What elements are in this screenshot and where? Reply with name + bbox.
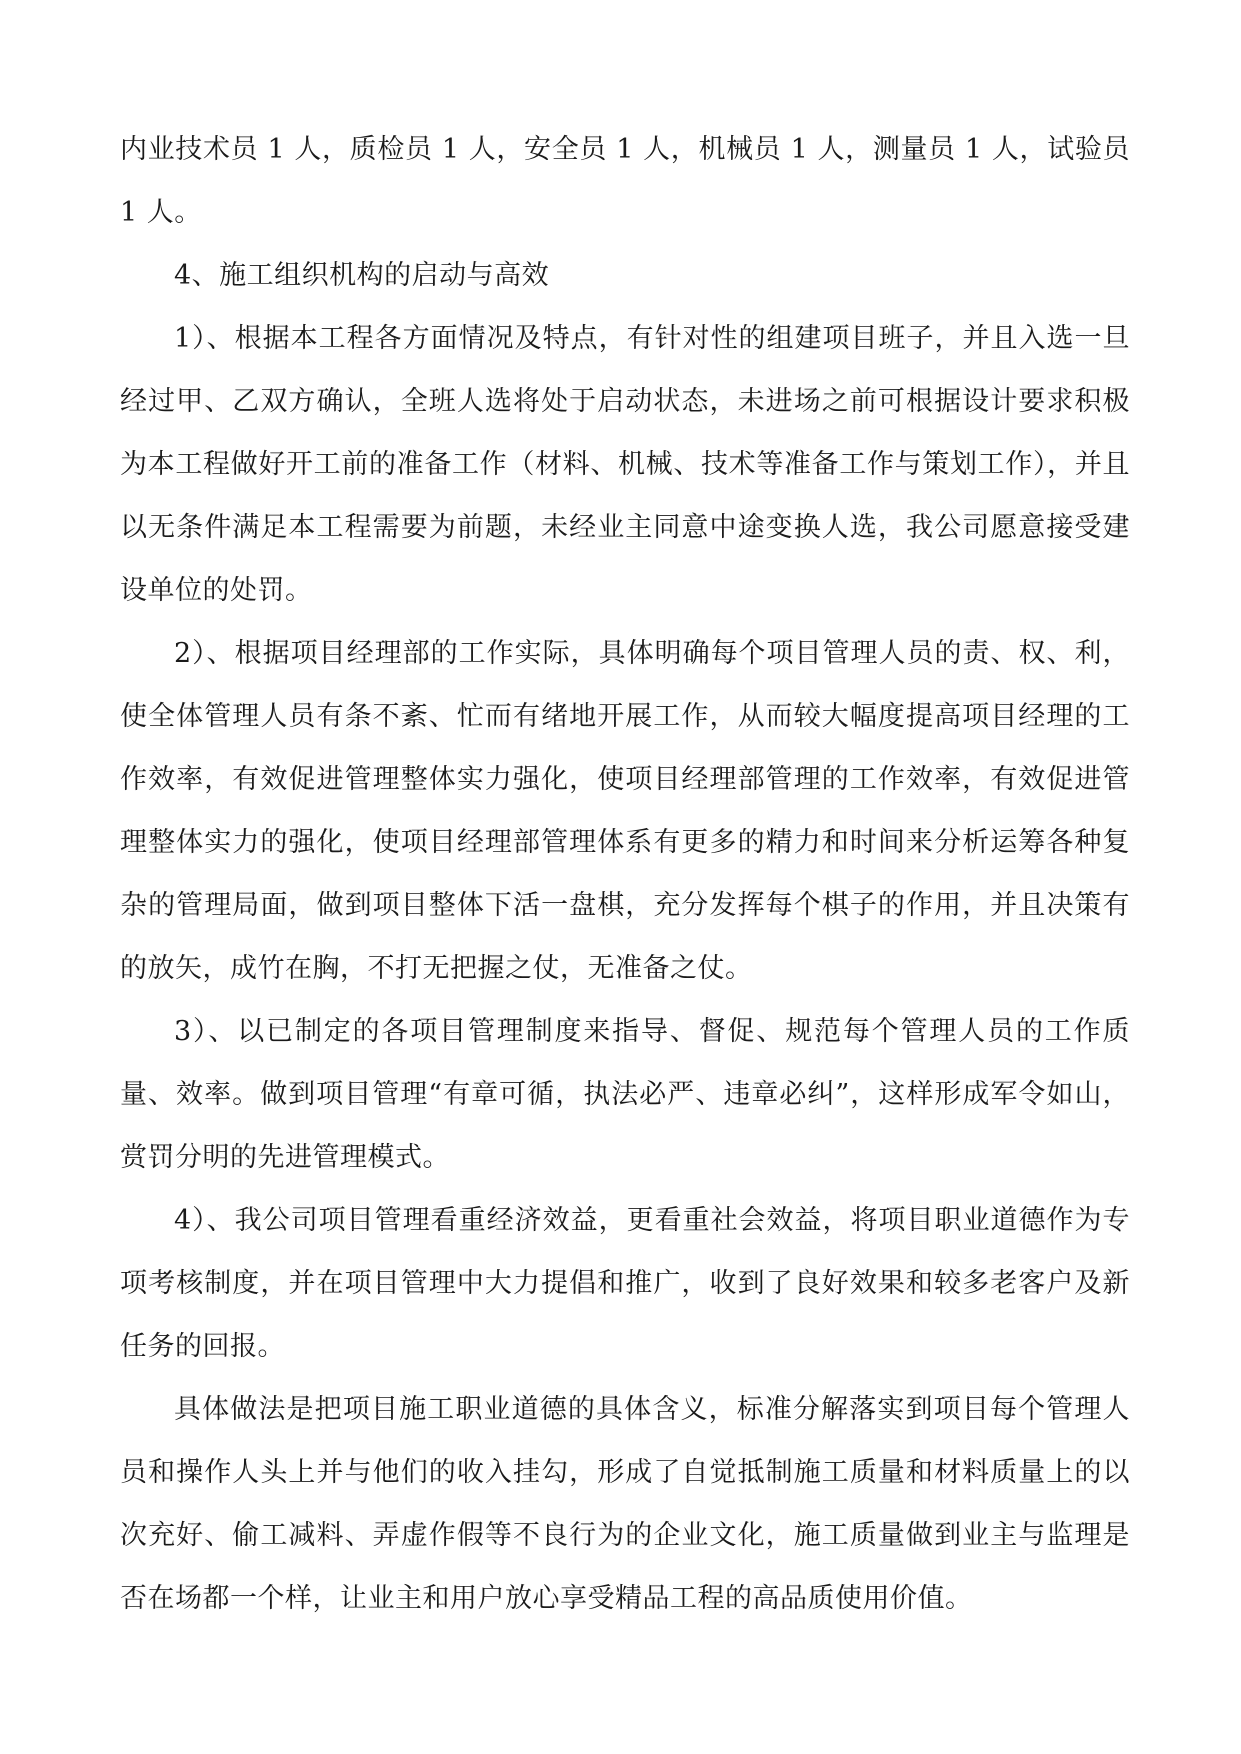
paragraph-item-2: 2）、根据项目经理部的工作实际，具体明确每个项目管理人员的责、权、利，使全体管理人员有条不紊、忙而有绪地开展工作，从而较大幅度提高项目经理的工作效率，有效促进管理整体实力强化，使项目经理部管理的工作效率，有效促进管理整体实力的强化，使项目经理部管理体系有更多的精力和时间来分析运筹各种复杂的管理局面，做到项目整体下活一盘棋，充分发挥每个棋子的作用，并且决策有的放矢，成竹在胸，不打无把握之仗，无准备之仗。 bbox=[120, 638, 1130, 984]
section-heading: 4、施工组织机构的启动与高效 bbox=[174, 260, 550, 291]
paragraph-item-1: 1）、根据本工程各方面情况及特点，有针对性的组建项目班子，并且入选一旦经过甲、乙双方确认，全班人选将处于启动状态，未进场之前可根据设计要求积极为本工程做好开工前的准备工作（材料、机械、技术等准备工作与策划工作），并且以无条件满足本工程需要为前题，未经业主同意中途变换人选，我公司愿意接受建设单位的处罚。 bbox=[120, 323, 1130, 606]
paragraph-staff-list: 内业技术员 1 人，质检员 1 人，安全员 1 人，机械员 1 人，测量员 1 人，试验员 1 人。 bbox=[120, 134, 1130, 228]
paragraph-item-3: 3）、以已制定的各项目管理制度来指导、督促、规范每个管理人员的工作质量、效率。做到项目管理“有章可循，执法必严、违章必纠”，这样形成军令如山，赏罚分明的先进管理模式。 bbox=[120, 1016, 1130, 1173]
paragraph-item-4: 4）、我公司项目管理看重经济效益，更看重社会效益，将项目职业道德作为专项考核制度，并在项目管理中大力提倡和推广，收到了良好效果和较多老客户及新任务的回报。 bbox=[120, 1205, 1130, 1362]
paragraph-practice: 具体做法是把项目施工职业道德的具体含义，标准分解落实到项目每个管理人员和操作人头上并与他们的收入挂勾，形成了自觉抵制施工质量和材料质量上的以次充好、偷工减料、弄虚作假等不良行为的企业文化，施工质量做到业主与监理是否在场都一个样，让业主和用户放心享受精品工程的高品质使用价值。 bbox=[120, 1394, 1130, 1614]
document-body bbox=[120, 118, 1130, 1630]
